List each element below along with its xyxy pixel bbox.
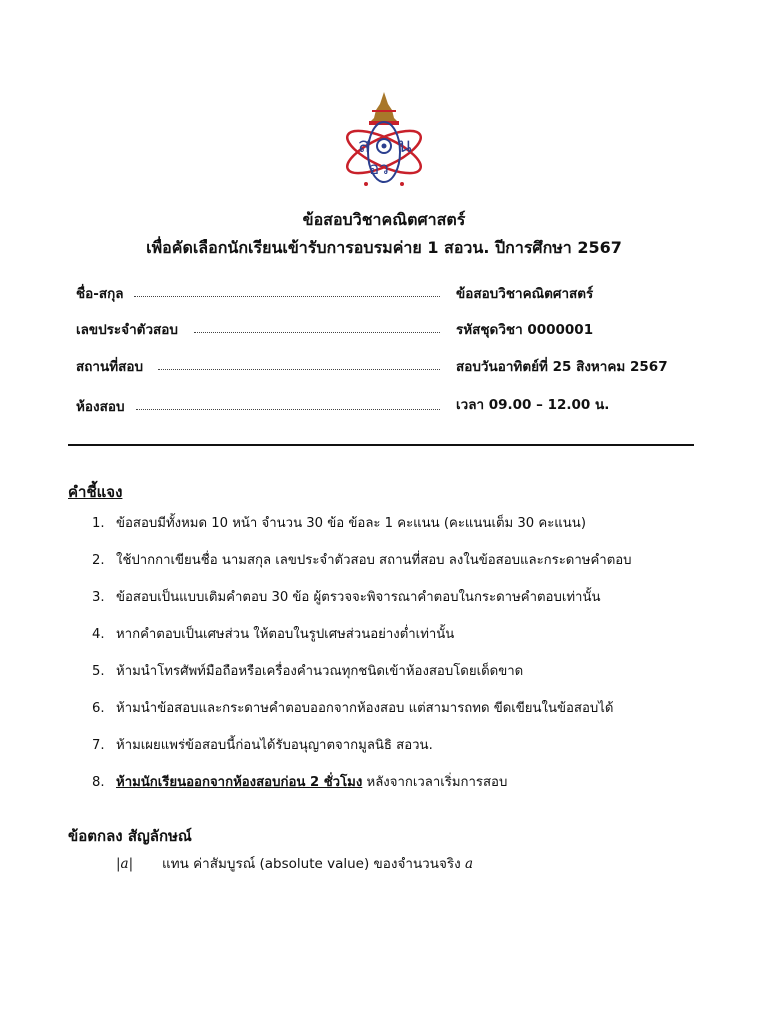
posn-logo xyxy=(336,88,432,192)
logo-emblem-icon xyxy=(336,88,432,192)
exam-id-field-line[interactable] xyxy=(194,332,440,333)
logo-letter-mid: น xyxy=(398,133,412,157)
name-field-label: ชื่อ-สกุล xyxy=(76,286,124,302)
logo-letter-top: ส xyxy=(358,133,371,157)
list-item: 4. หากคำตอบเป็นเศษส่วน ให้ตอบในรูปเศษส่วนอย่างต่ำเท่านั้น xyxy=(92,627,455,642)
exam-subtitle: เพื่อคัดเลือกนักเรียนเข้ารับการอบรมค่าย 1 สอวน. ปีการศึกษา 2567 xyxy=(146,238,622,257)
list-item: 1. ข้อสอบมีทั้งหมด 10 หน้า จำนวน 30 ข้อ ข้อละ 1 คะแนน (คะแนนเต็ม 30 คะแนน) xyxy=(92,516,586,531)
venue-field-label: สถานที่สอบ xyxy=(76,359,144,375)
symbols-heading: ข้อตกลง สัญลักษณ์ xyxy=(68,827,192,845)
time-info: เวลา 09.00 – 12.00 น. xyxy=(456,397,610,413)
date-info: สอบวันอาทิตย์ที่ 25 สิงหาคม 2567 xyxy=(456,359,668,375)
list-item: 8. ห้ามนักเรียนออกจากห้องสอบก่อน 2 ชั่วโมง หลังจากเวลาเริ่มการสอบ xyxy=(92,775,508,790)
abs-variable: a xyxy=(465,856,474,872)
symbol-definition xyxy=(116,852,473,874)
exam-title: ข้อสอบวิชาคณิตศาสตร์ xyxy=(302,210,466,229)
horizontal-rule xyxy=(68,444,694,446)
subject-info: ข้อสอบวิชาคณิตศาสตร์ xyxy=(456,286,594,302)
logo-letter-bottom: อว xyxy=(369,159,389,179)
name-field-line[interactable] xyxy=(134,296,440,297)
list-item: 3. ข้อสอบเป็นแบบเติมคำตอบ 30 ข้อ ผู้ตรวจจะพิจารณาคำตอบในกระดาษคำตอบเท่านั้น xyxy=(92,590,601,605)
exam-id-field-label: เลขประจำตัวสอบ xyxy=(76,322,178,338)
abs-description: แทน ค่าสัมบูรณ์ (absolute value) ของจำนวนจริง xyxy=(162,856,466,872)
room-field-label: ห้องสอบ xyxy=(76,399,125,415)
code-info: รหัสชุดวิชา 0000001 xyxy=(456,322,594,338)
venue-field-line[interactable] xyxy=(158,369,440,370)
instructions-heading: คำชี้แจง xyxy=(68,483,123,501)
list-item: 7. ห้ามเผยแพร่ข้อสอบนี้ก่อนได้รับอนุญาตจากมูลนิธิ สอวน. xyxy=(92,738,433,753)
list-item: 2. ใช้ปากกาเขียนชื่อ นามสกุล เลขประจำตัวสอบ สถานที่สอบ ลงในข้อสอบและกระดาษคำตอบ xyxy=(92,553,632,568)
room-field-line[interactable] xyxy=(136,409,440,410)
abs-symbol: |a| xyxy=(116,856,134,872)
underlined-rule: ห้ามนักเรียนออกจากห้องสอบก่อน 2 ชั่วโมง xyxy=(116,775,363,790)
list-item: 6. ห้ามนำข้อสอบและกระดาษคำตอบออกจากห้องสอบ แต่สามารถทด ขีดเขียนในข้อสอบได้ xyxy=(92,701,614,716)
list-item: 5. ห้ามนำโทรศัพท์มือถือหรือเครื่องคำนวณทุกชนิดเข้าห้องสอบโดยเด็ดขาด xyxy=(92,664,524,679)
